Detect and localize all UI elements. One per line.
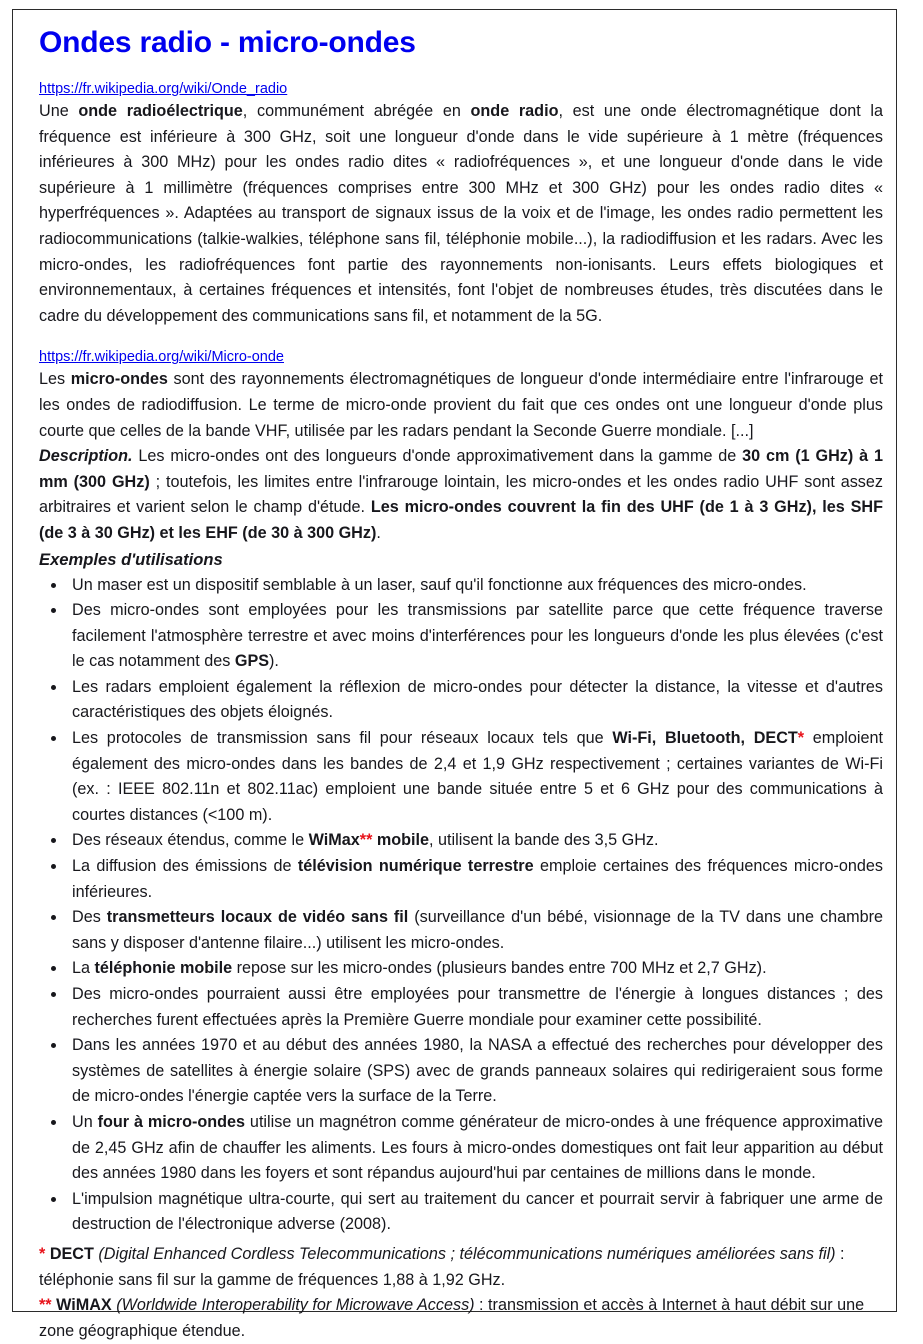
- list-item-text: Des: [72, 908, 107, 927]
- par-text-2: , communément abrégée en: [242, 102, 471, 120]
- list-item-text: Des micro-ondes sont employées pour les transmissions par satellite parce que cette fréquence traverse facilement l'atmosphère terrestre et avec moins d'interférences pour les longueurs d'onde les plus élevées (c'est le cas notamment des: [72, 601, 883, 671]
- bullet-dot-icon: [51, 583, 56, 588]
- source-link-onde-radio[interactable]: https://fr.wikipedia.org/wiki/Onde_radio: [39, 81, 288, 97]
- paragraph-onde-radio: [39, 99, 883, 329]
- intro-text-1: Les: [39, 370, 71, 389]
- bullet-dot-icon: [51, 736, 56, 741]
- footnote-term: WiMAX: [56, 1296, 112, 1315]
- description-text-1: Les micro-ondes ont des longueurs d'onde approximativement dans la gamme de: [132, 447, 743, 466]
- par-bold-onde-radio: onde radio: [470, 102, 559, 120]
- footnote-term: DECT: [49, 1244, 94, 1263]
- list-item-bold: WiMax: [308, 831, 360, 850]
- list-item-text: La diffusion des émissions de: [72, 857, 298, 876]
- footnote-expansion: (Worldwide Interoperability for Microwave Access): [116, 1296, 475, 1315]
- list-item: [39, 854, 883, 905]
- document-content: [39, 23, 883, 1344]
- footnote: [39, 1293, 883, 1344]
- bullet-dot-icon: [51, 864, 56, 869]
- list-item: [39, 573, 883, 599]
- list-item-text: Des réseaux étendus, comme le: [72, 831, 309, 850]
- page-title: Ondes radio - micro-ondes: [39, 26, 416, 59]
- footnote-rest: : téléphonie sans fil sur la gamme de fréquences 1,88 à 1,92 GHz.: [39, 1244, 845, 1289]
- list-item-text: ).: [269, 652, 279, 671]
- list-item-text: Les radars emploient également la réflexion de micro-ondes pour détecter la distance, la vitesse et d'autres caractéristiques des objets éloignés.: [72, 677, 883, 722]
- list-item: [39, 726, 883, 828]
- description-bold-bands: Les micro-ondes couvrent la fin des UHF (de 1 à 3 GHz), les SHF (de 3 à 30 GHz) et les EHF (de 30 à 300 GHz): [39, 498, 883, 542]
- section-heading-examples: Exemples d'utilisations: [39, 549, 223, 569]
- list-item-text: emploie certaines des fréquences micro-ondes inférieures.: [72, 857, 883, 901]
- description-text-2: ; toutefois, les limites entre l'infrarouge lointain, les micro-ondes et les ondes radio UHF sont assez arbitraires et varient selon le champ d'étude.: [39, 472, 883, 517]
- list-item-text: Un: [72, 1112, 98, 1131]
- footnote-marker: **: [39, 1296, 52, 1315]
- intro-text-2: sont des rayonnements électromagnétiques de longueur d'onde intermédiaire entre l'infrarouge et les ondes de radiodiffusion. Le terme de micro-onde provient du fait que ces ondes ont une longueur d'onde plus courte que celles de la bande VHF, utilisée par les radars pendant la Seconde Guerre mondiale. [...]: [39, 370, 883, 440]
- list-item-bold: transmetteurs locaux de vidéo sans fil: [106, 908, 409, 927]
- footnote-marker: *: [797, 729, 805, 748]
- title-spacer: [39, 63, 883, 79]
- intro-bold-micro-ondes: micro-ondes: [70, 370, 168, 389]
- footnote-expansion: (Digital Enhanced Cordless Telecommunications ; télécommunications numériques améliorées sans fil): [98, 1244, 836, 1263]
- list-item: [39, 598, 883, 675]
- bullet-dot-icon: [51, 1043, 56, 1048]
- bullet-dot-icon: [51, 992, 56, 997]
- list-item: [39, 1033, 883, 1110]
- list-item-text: repose sur les micro-ondes (plusieurs bandes entre 700 MHz et 2,7 GHz).: [232, 959, 767, 978]
- list-item-bold: GPS: [234, 652, 270, 671]
- section-gap: [39, 329, 883, 347]
- par-text-1: Une: [39, 102, 79, 120]
- bullet-dot-icon: [51, 838, 56, 843]
- description-bold-range: 30 cm (1 GHz) à 1 mm (300 GHz): [39, 447, 883, 491]
- footnote-rest: : transmission et accès à Internet à haut débit sur une zone géographique étendue.: [39, 1296, 865, 1340]
- bullet-dot-icon: [51, 1120, 56, 1125]
- bullet-dot-icon: [51, 608, 56, 613]
- bullet-dot-icon: [51, 1197, 56, 1202]
- list-item-text: Dans les années 1970 et au début des années 1980, la NASA a effectué des recherches pour développer des systèmes de satellites à énergie solaire (SPS) avec de grands panneaux solaires qui redirigeraient sous forme de micro-ondes l'énergie captée vers la surface de la Terre.: [72, 1036, 883, 1106]
- list-item: [39, 1187, 883, 1238]
- list-item: [39, 828, 883, 854]
- list-item-text: emploient également des micro-ondes dans les bandes de 2,4 et 1,9 GHz respectivement ; certaines variantes de Wi-Fi (ex. : IEEE 802.11n et 802.11ac) emploient une bande située entre 5 et 6 GHz pour des communications à courtes distances (<100 m).: [72, 729, 883, 824]
- list-item-bold: téléphonie mobile: [94, 959, 233, 978]
- list-item: [39, 982, 883, 1033]
- list-item-bold: Wi-Fi, Bluetooth, DECT: [612, 729, 798, 748]
- list-item-text: Des micro-ondes pourraient aussi être employées pour transmettre de l'énergie à longues distances ; des recherches furent effectuées après la Première Guerre mondiale pour examiner cette possibilité.: [72, 985, 883, 1029]
- list-item: [39, 905, 883, 956]
- list-item-text: La: [72, 959, 95, 978]
- list-item-bold: télévision numérique terrestre: [297, 857, 534, 876]
- par-bold-onde-radioelectrique: onde radioélectrique: [78, 102, 243, 120]
- list-item-text: Les protocoles de transmission sans fil pour réseaux locaux tels que: [72, 729, 613, 748]
- list-item-text: (surveillance d'un bébé, visionnage de la TV dans une chambre sans y disposer d'antenne filaire...) utilisent les micro-ondes.: [72, 908, 883, 952]
- par-text-3: , est une onde électromagnétique dont la fréquence est inférieure à 300 GHz, soit une longueur d'onde dans le vide supérieure à 1 mètre (fréquences inférieures à 300 MHz) pour les ondes radio dites « radiofréquences », et une longueur d'onde dans le vide supérieure à 1 millimètre (fréquences comprises entre 300 MHz et 300 GHz) pour les ondes radio dites « hyperfréquences ». Adaptées au transport de signaux issus de la voix et de l'image, les ondes radio permettent les radiocommunications (talkie-walkies, téléphone sans fil, téléphonie mobile...), la radiodiffusion et les radars. Avec les micro-ondes, les radiofréquences font partie des rayonnements non-ionisants. Leurs effets biologiques et environnementaux, à certaines fréquences et intensités, font l'objet de nombreuses études, très discutées dans le cadre du développement des communications sans fil, et notamment de la 5G.: [39, 102, 883, 325]
- document-page-border: [12, 9, 897, 1340]
- list-item-text: Un maser est un dispositif semblable à un laser, sauf qu'il fonctionne aux fréquences des micro-ondes.: [72, 575, 807, 594]
- footnote-marker: *: [39, 1244, 46, 1263]
- bullet-dot-icon: [51, 966, 56, 971]
- list-item: [39, 956, 883, 982]
- list-item: [39, 1110, 883, 1187]
- list-item-bold: mobile: [372, 831, 430, 850]
- list-item-text: , utilisent la bande des 3,5 GHz.: [429, 831, 659, 850]
- description-text-3: .: [376, 523, 381, 542]
- footnote-marker: **: [359, 831, 373, 850]
- paragraph-micro-ondes-intro: [39, 367, 883, 444]
- usage-examples-list: [39, 573, 883, 1238]
- list-item-text: utilise un magnétron comme générateur de micro-ondes à une fréquence approximative de 2,45 GHz afin de chauffer les aliments. Les fours à micro-ondes domestiques ont fait leur apparition au début des années 1980 dans les foyers et sont répandus aujourd'hui par centaines de millions dans le monde.: [72, 1112, 883, 1183]
- list-item: [39, 675, 883, 726]
- list-item-text: L'impulsion magnétique ultra-courte, qui sert au traitement du cancer et pourrait servir à fabriquer une arme de destruction de l'électronique adverse (2008).: [72, 1189, 883, 1234]
- paragraph-description: [39, 444, 883, 546]
- bullet-dot-icon: [51, 915, 56, 920]
- list-item-bold: four à micro-ondes: [97, 1112, 246, 1131]
- source-link-micro-onde[interactable]: https://fr.wikipedia.org/wiki/Micro-onde: [39, 349, 284, 366]
- footnotes: [39, 1242, 883, 1344]
- description-label: Description.: [39, 447, 133, 466]
- bullet-dot-icon: [51, 685, 56, 690]
- footnote: [39, 1242, 883, 1293]
